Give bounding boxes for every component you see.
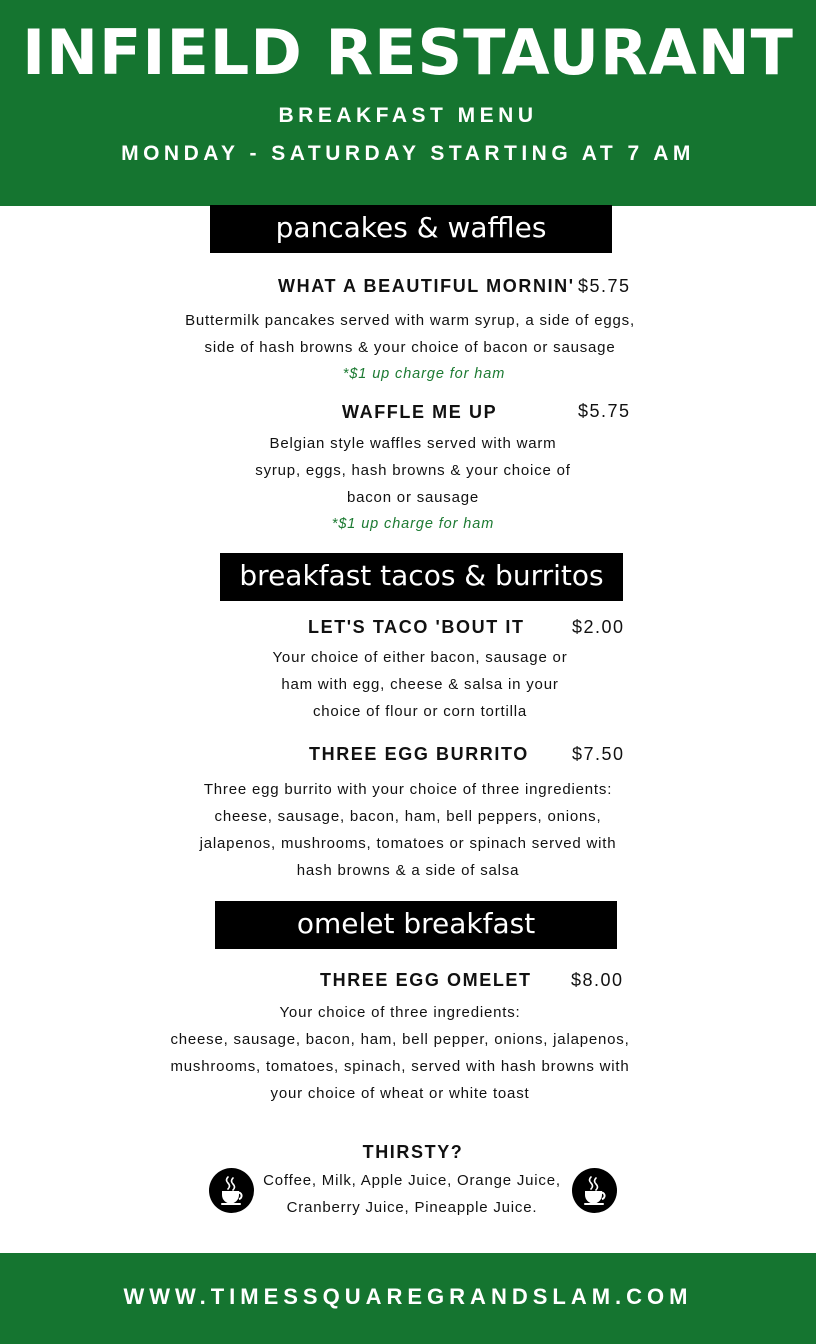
item-description-beautiful-mornin — [110, 307, 710, 361]
description-line: Your choice of three ingredients: — [279, 1004, 521, 1021]
opening-hours: MONDAY - SATURDAY STARTING AT 7 AM — [121, 142, 695, 165]
description-line: ham with egg, cheese & salsa in your — [281, 676, 559, 693]
drinks-list — [212, 1167, 612, 1221]
section-banner-pancakes-waffles: pancakes & waffles — [210, 205, 612, 253]
description-line: bacon or sausage — [346, 489, 480, 506]
ham-surcharge-note: *$1 up charge for ham — [342, 366, 506, 382]
item-price-taco-bout-it: $2.00 — [572, 617, 625, 637]
section-banner-tacos-burritos: breakfast tacos & burritos — [220, 553, 623, 601]
item-price-three-egg-burrito: $7.50 — [572, 744, 625, 764]
item-description-three-egg-burrito — [108, 776, 708, 884]
description-line: Your choice of either bacon, sausage or — [272, 649, 568, 666]
description-line: side of hash browns & your choice of bacon or sausage — [204, 339, 616, 356]
drinks-line: Cranberry Juice, Pineapple Juice. — [286, 1199, 538, 1216]
ham-surcharge-note: *$1 up charge for ham — [331, 516, 495, 532]
description-line: cheese, sausage, bacon, ham, bell pepper, onions, jalapenos, — [170, 1031, 630, 1048]
website-url: WWW.TIMESSQUAREGRANDSLAM.COM — [123, 1284, 693, 1309]
description-line: mushrooms, tomatoes, spinach, served with hash browns with — [170, 1058, 630, 1075]
item-description-taco-bout-it — [220, 644, 620, 725]
description-line: cheese, sausage, bacon, ham, bell peppers, onions, — [214, 808, 602, 825]
description-line: jalapenos, mushrooms, tomatoes or spinach served with — [199, 835, 617, 852]
description-line: Buttermilk pancakes served with warm syrup, a side of eggs, — [185, 312, 635, 329]
item-price-beautiful-mornin: $5.75 — [578, 276, 631, 296]
footer-band — [0, 1253, 816, 1344]
section-banner-omelet: omelet breakfast — [215, 901, 617, 949]
header-band — [0, 0, 816, 206]
item-name-taco-bout-it: LET'S TACO 'BOUT IT — [308, 617, 525, 637]
item-description-waffle-me-up — [213, 430, 613, 511]
restaurant-title: INFIELD RESTAURANT — [22, 16, 794, 89]
description-line: choice of flour or corn tortilla — [312, 703, 527, 720]
item-name-waffle-me-up: WAFFLE ME UP — [342, 402, 498, 422]
item-name-three-egg-omelet: THREE EGG OMELET — [320, 970, 532, 990]
item-name-three-egg-burrito: THREE EGG BURRITO — [309, 744, 529, 764]
description-line: your choice of wheat or white toast — [270, 1085, 530, 1102]
drinks-title: THIRSTY? — [362, 1142, 464, 1162]
description-line: hash browns & a side of salsa — [296, 862, 520, 879]
menu-name: BREAKFAST MENU — [278, 104, 538, 127]
description-line: syrup, eggs, hash browns & your choice of — [255, 462, 571, 479]
description-line: Three egg burrito with your choice of three ingredients: — [203, 781, 613, 798]
item-name-beautiful-mornin: WHAT A BEAUTIFUL MORNIN' — [278, 276, 575, 296]
item-price-waffle-me-up: $5.75 — [578, 401, 631, 421]
coffee-cup-icon — [572, 1168, 617, 1213]
item-price-three-egg-omelet: $8.00 — [571, 970, 624, 990]
drinks-line: Coffee, Milk, Apple Juice, Orange Juice, — [263, 1172, 561, 1189]
description-line: Belgian style waffles served with warm — [269, 435, 557, 452]
item-description-three-egg-omelet — [100, 999, 700, 1107]
